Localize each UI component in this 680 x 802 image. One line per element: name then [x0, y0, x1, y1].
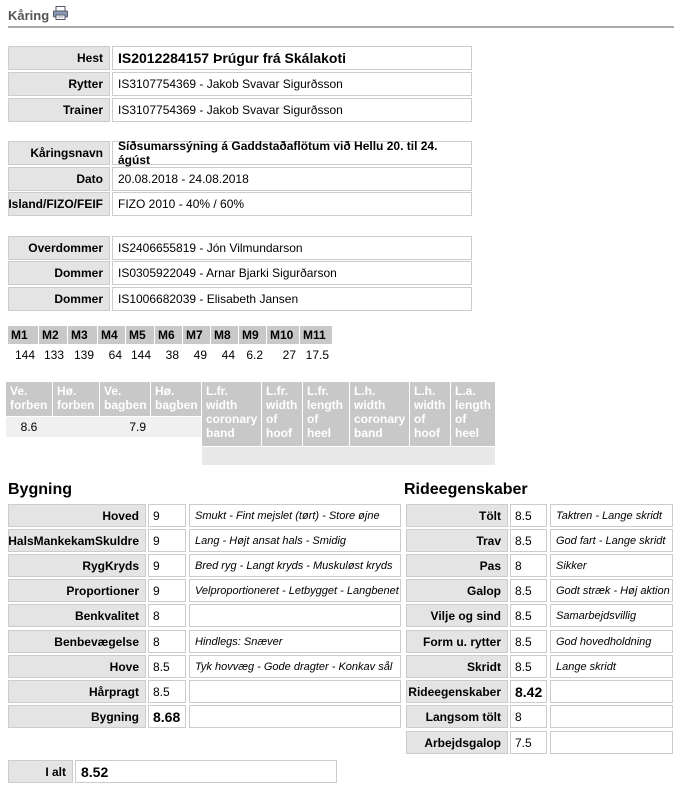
horse-label: Hest — [8, 46, 110, 70]
bygning-label: Hove — [8, 655, 146, 678]
bygning-comment — [189, 705, 401, 728]
hoof-header: L.fr. width of hoof — [262, 382, 302, 446]
ride-comment: Samarbejdsvillig — [550, 604, 673, 627]
bygning-total-label: Bygning — [8, 705, 146, 728]
bygning-total-score: 8.68 — [148, 705, 186, 728]
ride-score: 8 — [510, 705, 547, 728]
measure-value: 133 — [43, 348, 64, 362]
trainer-value: IS3107754369 - Jakob Svavar Sigurðsson — [112, 98, 472, 122]
system-value: FIZO 2010 - 40% / 60% — [112, 192, 472, 216]
measure-value: 64 — [108, 348, 122, 362]
ride-label: Skridt — [406, 655, 508, 678]
ride-label: Galop — [406, 579, 508, 602]
hoof-header: L.fr. length of heel — [303, 382, 349, 446]
bygning-comment: Bred ryg - Langt kryds - Muskuløst kryds — [189, 554, 401, 577]
chief-judge-value: IS2406655819 - Jón Vilmundarson — [112, 236, 472, 260]
hoof-header: Hø. bagben — [151, 382, 201, 416]
ride-comment: Godt stræk - Høj aktion — [550, 579, 673, 602]
bygning-score: 9 — [148, 579, 186, 602]
measure-header: M4 — [98, 326, 125, 344]
measure-value: 6.2 — [246, 348, 263, 362]
measure-header: M3 — [68, 326, 97, 344]
hoof-value: 7.9 — [129, 420, 146, 434]
bygning-comment: Hindlegs: Snæver — [189, 630, 401, 653]
bygning-label: Proportioner — [8, 579, 146, 602]
bygning-label: HalsMankekamSkuldre — [8, 529, 146, 552]
bygning-comment: Velproportioneret - Letbygget - Langbenet — [189, 579, 401, 602]
hoof-header: L.fr. width coronary band — [202, 382, 261, 446]
measure-header: M1 — [8, 326, 38, 344]
measure-value: 27 — [282, 348, 296, 362]
measure-value: 44 — [221, 348, 235, 362]
judge-value: IS0305922049 - Arnar Bjarki Sigurðarson — [112, 261, 472, 285]
ride-label: Langsom tölt — [406, 705, 508, 728]
chief-judge-label: Overdommer — [8, 236, 110, 260]
ride-comment: Taktren - Lange skridt — [550, 504, 673, 527]
hoof-header: Ve. forben — [6, 382, 52, 416]
judge-label: Dommer — [8, 287, 110, 311]
hoof-empty-row — [202, 447, 495, 465]
show-name-value: Síðsumarssýning á Gaddstaðaflötum við Hellu 20. til 24. ágúst — [112, 141, 472, 165]
total-label: I alt — [8, 760, 73, 783]
bygning-label: Benbevægelse — [8, 630, 146, 653]
ride-label: Arbejdsgalop — [406, 731, 508, 754]
bygning-score: 9 — [148, 554, 186, 577]
bygning-comment: Smukt - Fint mejslet (tørt) - Store øjne — [189, 504, 401, 527]
ride-label: Form u. rytter — [406, 630, 508, 653]
rider-label: Rytter — [8, 72, 110, 96]
ride-total-score: 8.42 — [510, 680, 547, 703]
total-value: 8.52 — [75, 760, 337, 783]
rider-value: IS3107754369 - Jakob Svavar Sigurðsson — [112, 72, 472, 96]
bygning-score: 8.5 — [148, 655, 186, 678]
measure-value: 144 — [14, 348, 35, 362]
ride-score: 7.5 — [510, 731, 547, 754]
measure-header: M2 — [39, 326, 67, 344]
ride-score: 8.5 — [510, 504, 547, 527]
measure-value: 17.5 — [305, 348, 329, 362]
measure-value: 49 — [193, 348, 207, 362]
bygning-score: 9 — [148, 504, 186, 527]
bygning-label: Hårpragt — [8, 680, 146, 703]
bygning-comment: Lang - Højt ansat hals - Smidig — [189, 529, 401, 552]
ride-total-label: Rideegenskaber — [406, 680, 508, 703]
page-title: Kåring — [8, 8, 50, 23]
bygning-score: 9 — [148, 529, 186, 552]
measure-header: M9 — [239, 326, 266, 344]
bygning-label: Benkvalitet — [8, 604, 146, 627]
print-icon[interactable] — [53, 6, 68, 20]
ride-score: 8.5 — [510, 579, 547, 602]
hoof-value: 8.6 — [20, 420, 38, 434]
ride-comment: Lange skridt — [550, 655, 673, 678]
bygning-comment — [189, 680, 401, 703]
bygning-score: 8 — [148, 630, 186, 653]
system-label: Island/FIZO/FEIF — [8, 192, 110, 216]
bygning-label: RygKryds — [8, 554, 146, 577]
measure-header: M7 — [183, 326, 210, 344]
judge-value: IS1006682039 - Elisabeth Jansen — [112, 287, 472, 311]
ride-comment: God fart - Lange skridt — [550, 529, 673, 552]
measure-value: 139 — [73, 348, 94, 362]
ride-comment — [550, 731, 673, 754]
bygning-comment — [189, 604, 401, 627]
hoof-header: L.h. width of hoof — [410, 382, 450, 446]
judge-label: Dommer — [8, 261, 110, 285]
bygning-score: 8 — [148, 604, 186, 627]
trainer-label: Trainer — [8, 98, 110, 122]
ride-score: 8 — [510, 554, 547, 577]
measure-value: 144 — [130, 348, 151, 362]
ride-label: Pas — [406, 554, 508, 577]
date-value: 20.08.2018 - 24.08.2018 — [112, 167, 472, 191]
date-label: Dato — [8, 167, 110, 191]
bygning-title: Bygning — [8, 481, 72, 498]
ride-comment: Sikker — [550, 554, 673, 577]
ride-score: 8.5 — [510, 630, 547, 653]
bygning-score: 8.5 — [148, 680, 186, 703]
measure-header: M5 — [126, 326, 154, 344]
ride-comment — [550, 705, 673, 728]
header-divider — [8, 26, 674, 28]
measure-header: M8 — [211, 326, 238, 344]
hoof-header: Hø. forben — [53, 382, 99, 416]
bygning-comment: Tyk hovvæg - Gode dragter - Konkav sål — [189, 655, 401, 678]
bygning-label: Hoved — [8, 504, 146, 527]
ride-score: 8.5 — [510, 604, 547, 627]
hoof-header: L.h. width coronary band — [350, 382, 409, 446]
ride-comment — [550, 680, 673, 703]
measure-value: 38 — [165, 348, 179, 362]
hoof-header: Ve. bagben — [100, 382, 150, 416]
show-name-label: Kåringsnavn — [8, 141, 110, 165]
ride-comment: God hovedholdning — [550, 630, 673, 653]
ride-label: Vilje og sind — [406, 604, 508, 627]
hoof-header: L.a. length of heel — [451, 382, 495, 446]
measure-header: M10 — [267, 326, 299, 344]
measure-header: M11 — [300, 326, 332, 344]
ride-label: Tölt — [406, 504, 508, 527]
ride-title: Rideegenskaber — [404, 481, 528, 498]
ride-label: Trav — [406, 529, 508, 552]
ride-score: 8.5 — [510, 655, 547, 678]
measure-header: M6 — [155, 326, 182, 344]
ride-score: 8.5 — [510, 529, 547, 552]
horse-value: IS2012284157 Þrúgur frá Skálakoti — [112, 46, 472, 70]
